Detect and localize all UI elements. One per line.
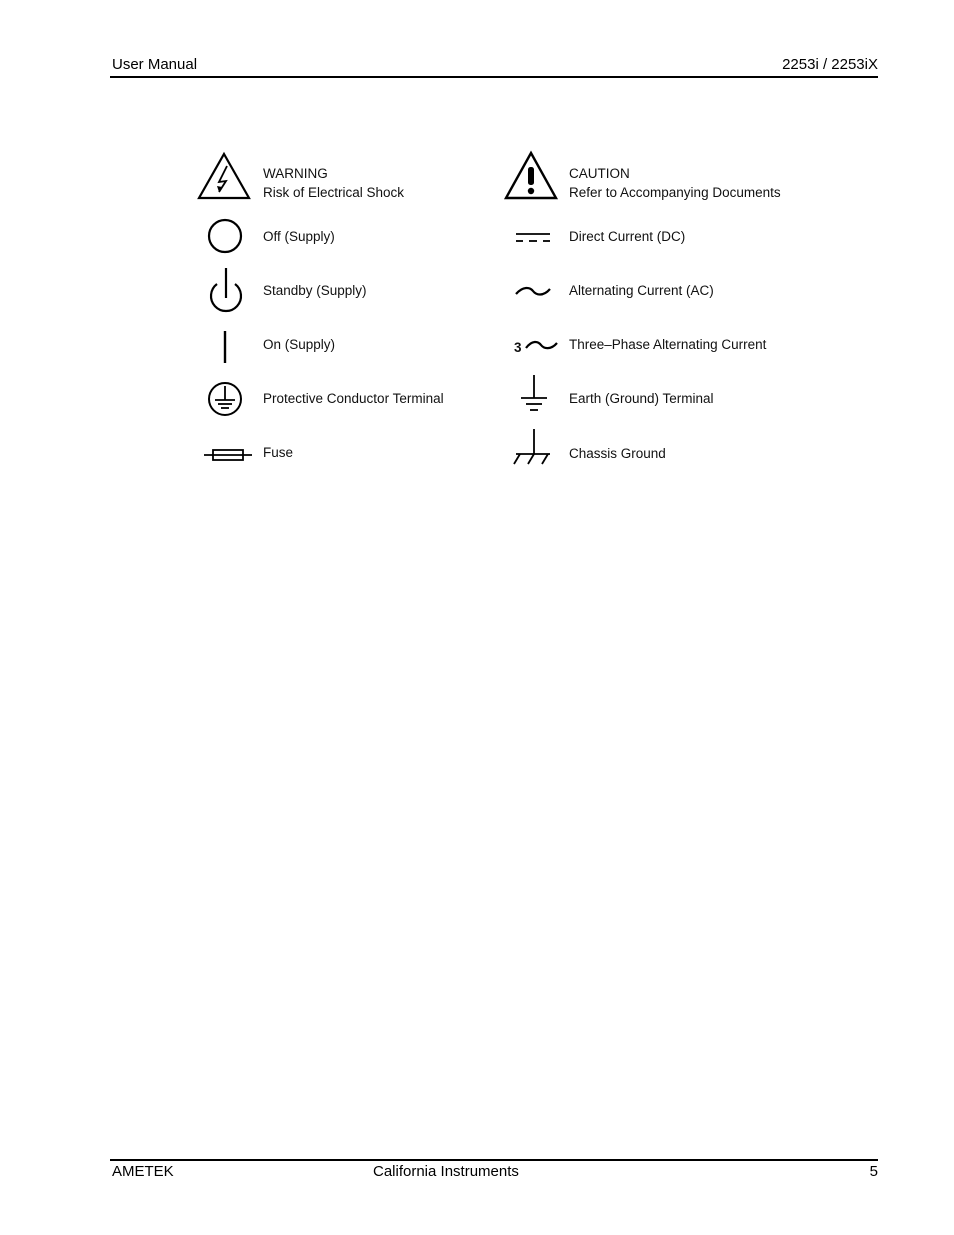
page-header [110, 54, 878, 78]
three-phase-label: Three–Phase Alternating Current [569, 337, 767, 352]
chassis-label: Chassis Ground [569, 446, 666, 461]
page-footer [110, 1159, 878, 1180]
standby-power-icon [206, 266, 246, 318]
footer-division: California Instruments [373, 1163, 519, 1180]
caution-title: CAUTION [569, 166, 630, 181]
earth-label: Earth (Ground) Terminal [569, 391, 714, 406]
circle-off-icon [206, 217, 246, 257]
warning-description: Risk of Electrical Shock [263, 185, 405, 200]
chassis-ground-icon [511, 428, 553, 466]
header-title: User Manual [112, 56, 198, 73]
caution-description: Refer to Accompanying Documents [569, 185, 781, 200]
header-model: 2253i / 2253iX [782, 56, 878, 73]
earth-ground-icon [518, 374, 552, 414]
protective-earth-icon [206, 380, 246, 420]
alternating-current-icon [514, 284, 554, 300]
fuse-icon [203, 445, 253, 465]
on-line-icon [220, 329, 230, 365]
ac-label: Alternating Current (AC) [569, 283, 714, 298]
dc-label: Direct Current (DC) [569, 229, 686, 244]
protective-label: Protective Conductor Terminal [263, 391, 444, 406]
on-label: On (Supply) [263, 337, 336, 352]
three-phase-ac-icon [524, 338, 560, 354]
fuse-label: Fuse [263, 445, 294, 460]
warning-title: WARNING [263, 166, 328, 181]
off-label: Off (Supply) [263, 229, 335, 244]
footer-company: AMETEK [112, 1163, 174, 1180]
three-phase-digit: 3 [514, 340, 522, 355]
page-number: 5 [869, 1163, 878, 1180]
standby-label: Standby (Supply) [263, 283, 367, 298]
electrical-shock-warning-icon [197, 152, 253, 202]
direct-current-icon [514, 231, 554, 245]
caution-exclamation-icon [503, 151, 559, 201]
